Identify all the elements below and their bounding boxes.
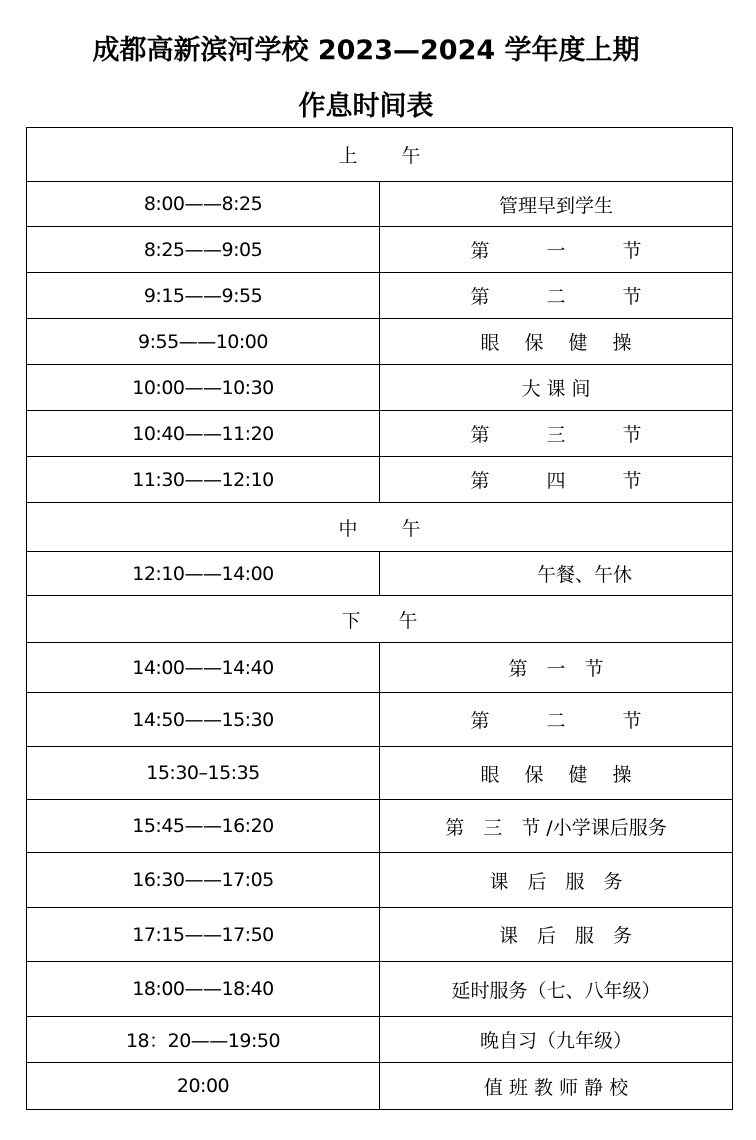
table-row bbox=[27, 1017, 733, 1063]
time-cell: 9:15——9:55 bbox=[27, 273, 380, 319]
time-cell: 10:00——10:30 bbox=[27, 365, 380, 411]
activity-cell: 眼 保 健 操 bbox=[380, 319, 733, 365]
section-row-afternoon bbox=[27, 596, 733, 643]
table-row bbox=[27, 1063, 733, 1110]
time-cell: 8:25——9:05 bbox=[27, 227, 380, 273]
activity-cell: 管理早到学生 bbox=[380, 182, 733, 227]
activity-cell: 第 二 节 bbox=[380, 693, 733, 747]
table-row bbox=[27, 962, 733, 1017]
document-title: 成都高新滨河学校 2023—2024 学年度上期 bbox=[92, 35, 640, 66]
activity-cell: 第 三 节 /小学课后服务 bbox=[380, 800, 733, 853]
table-row bbox=[27, 643, 733, 693]
time-cell: 18:00——18:40 bbox=[27, 962, 380, 1017]
activity-cell: 课 后 服 务 bbox=[380, 908, 733, 962]
time-cell: 8:00——8:25 bbox=[27, 182, 380, 227]
table-row bbox=[27, 227, 733, 273]
section-row-noon bbox=[27, 503, 733, 552]
table-row bbox=[27, 319, 733, 365]
table-row bbox=[27, 457, 733, 503]
time-cell: 15:30–15:35 bbox=[27, 747, 380, 800]
table-row bbox=[27, 182, 733, 227]
section-noon-label: 中 午 bbox=[27, 503, 733, 552]
activity-cell: 午餐、午休 bbox=[380, 552, 733, 596]
table-row bbox=[27, 411, 733, 457]
table-row bbox=[27, 800, 733, 853]
activity-cell: 值 班 教 师 静 校 bbox=[380, 1063, 733, 1110]
activity-cell: 第 三 节 bbox=[380, 411, 733, 457]
table-row bbox=[27, 908, 733, 962]
time-cell: 9:55——10:00 bbox=[27, 319, 380, 365]
section-afternoon-label: 下 午 bbox=[27, 596, 733, 643]
time-cell: 15:45——16:20 bbox=[27, 800, 380, 853]
activity-cell: 延时服务（七、八年级） bbox=[380, 962, 733, 1017]
table-row bbox=[27, 552, 733, 596]
activity-cell: 第 四 节 bbox=[380, 457, 733, 503]
section-row-morning bbox=[27, 128, 733, 182]
schedule-table bbox=[26, 127, 733, 1110]
time-cell: 11:30——12:10 bbox=[27, 457, 380, 503]
activity-cell: 眼 保 健 操 bbox=[380, 747, 733, 800]
activity-cell: 第 二 节 bbox=[380, 273, 733, 319]
activity-cell: 第 一 节 bbox=[380, 227, 733, 273]
time-cell: 20:00 bbox=[27, 1063, 380, 1110]
time-cell: 16:30——17:05 bbox=[27, 853, 380, 908]
time-cell: 12:10——14:00 bbox=[27, 552, 380, 596]
table-row bbox=[27, 853, 733, 908]
section-morning-label: 上 午 bbox=[27, 128, 733, 182]
time-cell: 18：20——19:50 bbox=[27, 1017, 380, 1063]
table-row bbox=[27, 273, 733, 319]
activity-cell: 晚自习（九年级） bbox=[380, 1017, 733, 1063]
activity-cell: 课 后 服 务 bbox=[380, 853, 733, 908]
time-cell: 17:15——17:50 bbox=[27, 908, 380, 962]
time-cell: 14:50——15:30 bbox=[27, 693, 380, 747]
table-row bbox=[27, 365, 733, 411]
activity-cell: 第 一 节 bbox=[380, 643, 733, 693]
time-cell: 14:00——14:40 bbox=[27, 643, 380, 693]
table-row bbox=[27, 747, 733, 800]
document-subtitle: 作息时间表 bbox=[298, 91, 434, 122]
time-cell: 10:40——11:20 bbox=[27, 411, 380, 457]
table-row bbox=[27, 693, 733, 747]
activity-cell: 大 课 间 bbox=[380, 365, 733, 411]
